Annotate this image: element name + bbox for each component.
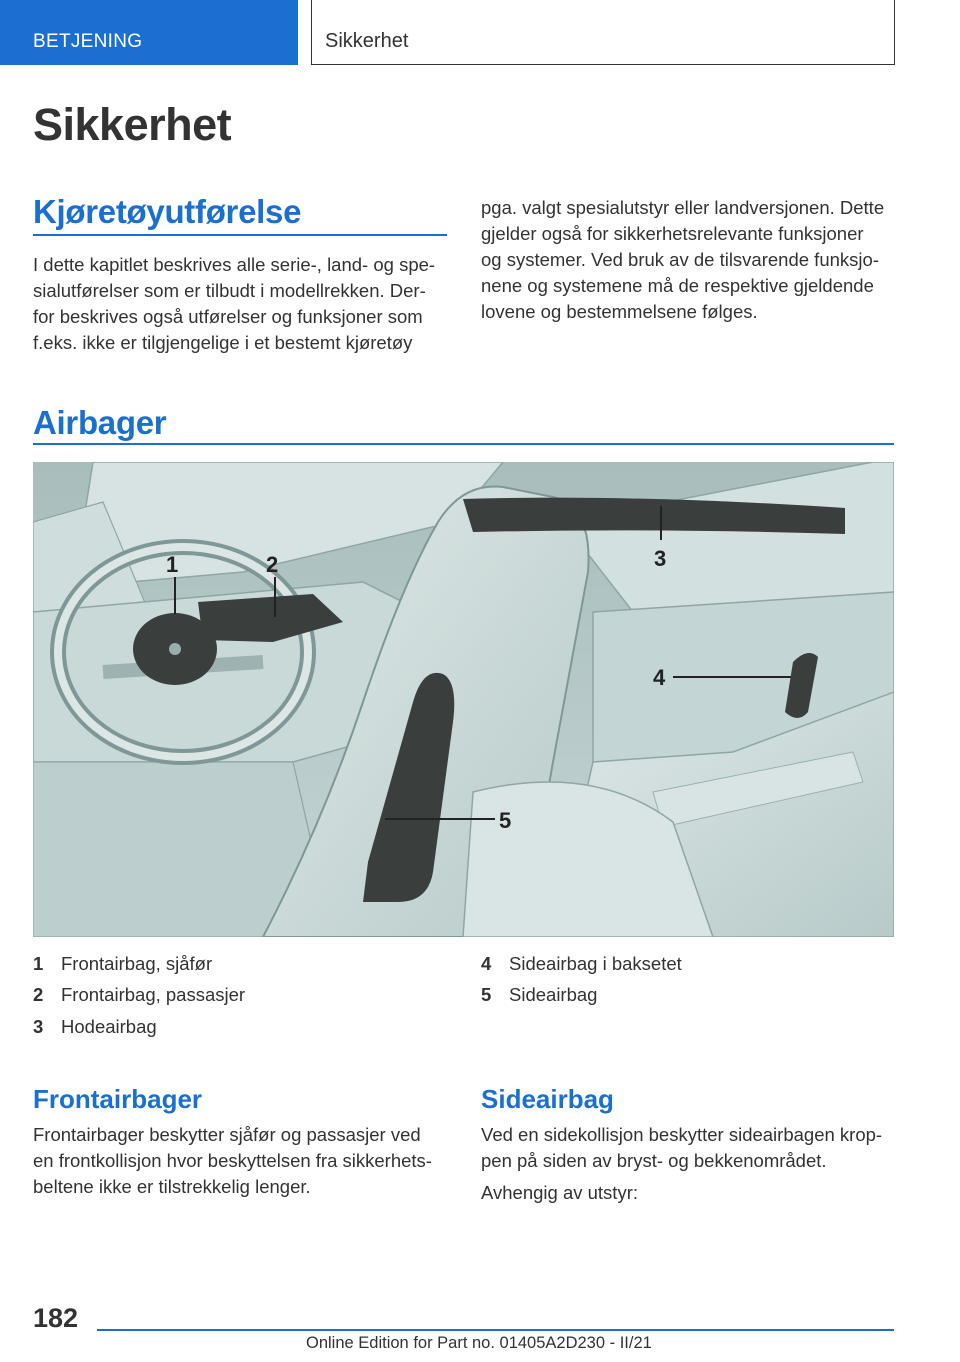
text-line: gjelder også for sikkerhetsrelevante funksjoner (481, 223, 864, 244)
text-line: beltene ikke er tilstrekkelig lenger. (33, 1176, 311, 1197)
header-section-label: BETJENING (33, 31, 143, 52)
airbag-illustration (33, 462, 894, 937)
callout-3: 3 (654, 546, 667, 571)
callout-4: 4 (653, 665, 666, 690)
legend-number: 5 (481, 984, 492, 1005)
legend-label: Frontairbag, passasjer (61, 984, 246, 1005)
header-chapter-label: Sikkerhet (325, 30, 409, 52)
vehicle-design-rule (33, 234, 447, 236)
callout-2: 2 (266, 552, 279, 577)
text-line: nene og systemene må de respektive gjeldende (481, 275, 874, 296)
text-line: Frontairbager beskytter sjåfør og passasjer ved (33, 1124, 421, 1145)
legend-number: 3 (33, 1016, 44, 1037)
footer-rule (97, 1329, 894, 1331)
airbags-heading: Airbager (33, 404, 167, 441)
legend-number: 1 (33, 953, 44, 974)
text-line: og systemer. Ved bruk av de tilsvarende funksjo- (481, 249, 879, 270)
legend-label: Sideairbag (509, 984, 598, 1005)
text-line: pga. valgt spesialutstyr eller landversjonen. Dette (481, 197, 885, 218)
side-airbag-text (481, 1122, 911, 1174)
text-line: sialutførelser som er tilbudt i modellrekken. Der- (33, 280, 426, 301)
legend-label: Sideairbag i baksetet (509, 953, 682, 974)
text-line: en frontkollisjon hvor beskyttelsen fra sikkerhets- (33, 1150, 432, 1171)
vehicle-design-text-col2 (481, 195, 901, 325)
front-airbags-text (33, 1122, 473, 1200)
text-line: I dette kapitlet beskrives alle serie-, land- og spe- (33, 254, 436, 275)
side-airbag-heading: Sideairbag (481, 1084, 614, 1114)
legend-label: Hodeairbag (61, 1016, 157, 1037)
front-airbags-heading: Frontairbager (33, 1084, 203, 1114)
side-airbag-note: Avhengig av utstyr: (481, 1182, 638, 1203)
callout-1: 1 (166, 552, 179, 577)
airbags-rule (33, 443, 894, 445)
page-number: 182 (33, 1303, 79, 1333)
header-chapter-box (311, 0, 895, 65)
vehicle-design-heading: Kjøretøyutførelse (33, 193, 302, 230)
header-section-tab (0, 0, 298, 65)
legend-number: 4 (481, 953, 492, 974)
text-line: f.eks. ikke er tilgjengelige i et bestemt kjøretøy (33, 332, 413, 353)
callout-5: 5 (499, 808, 512, 833)
page-title: Sikkerhet (33, 99, 232, 150)
legend-number: 2 (33, 984, 44, 1005)
legend-label: Frontairbag, sjåfør (61, 953, 213, 974)
text-line: pen på siden av bryst- og bekkenområdet. (481, 1150, 827, 1171)
footer-edition: Online Edition for Part no. 01405A2D230 - II/21 (306, 1334, 652, 1352)
text-line: Ved en sidekollisjon beskytter sideairbagen krop- (481, 1124, 883, 1145)
text-line: for beskrives også utførelser og funksjoner som (33, 306, 423, 327)
text-line: lovene og bestemmelsene følges. (481, 301, 758, 322)
vehicle-design-text-col1 (33, 252, 453, 356)
